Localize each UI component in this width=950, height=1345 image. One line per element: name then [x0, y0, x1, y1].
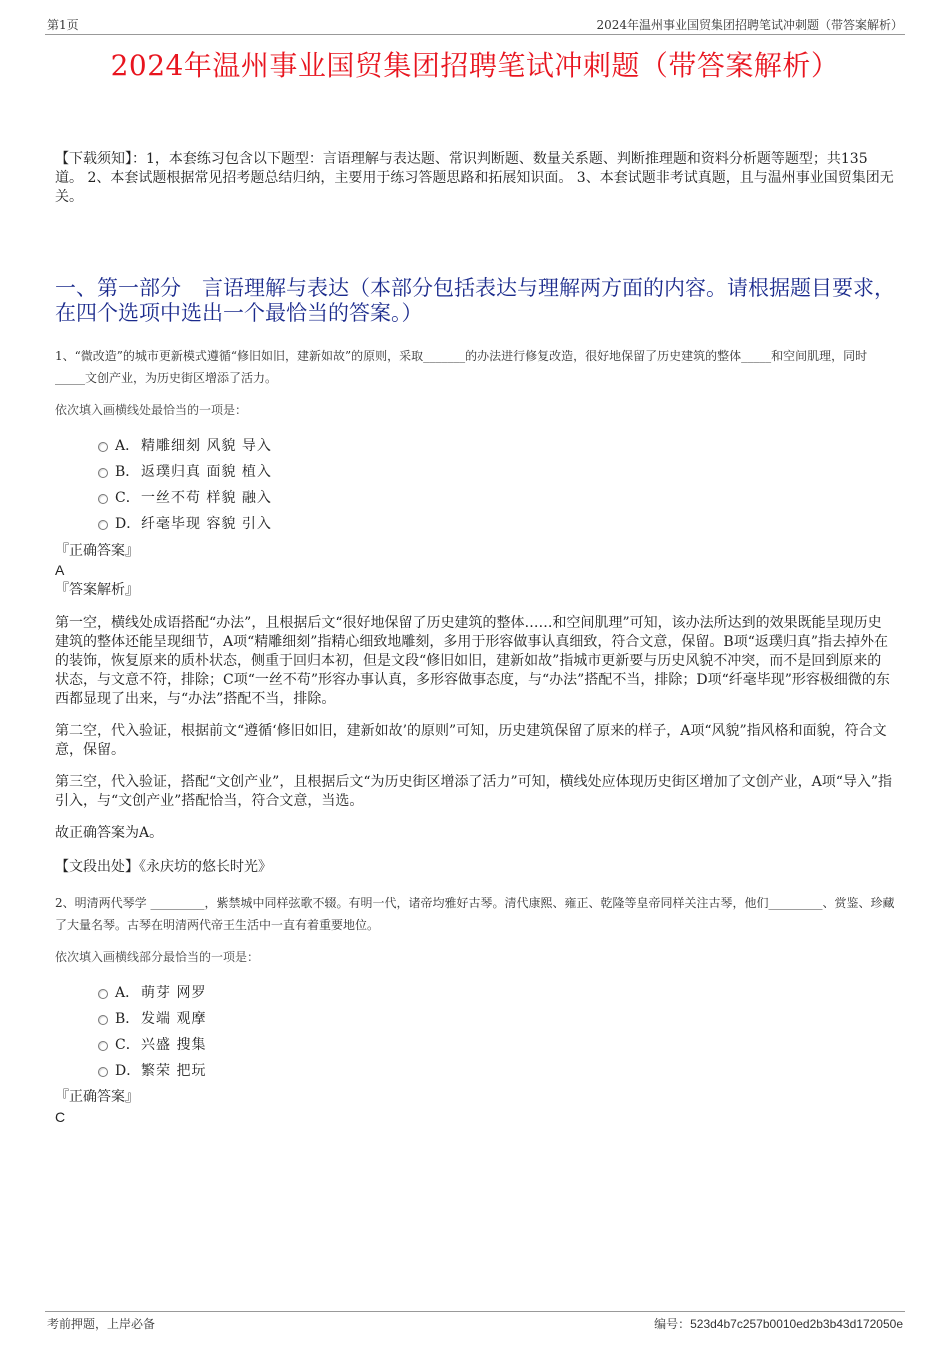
option-text: 发端 观摩 — [141, 1011, 207, 1027]
question-prompt: 依次填入画横线处最恰当的一项是： — [55, 403, 248, 417]
section-heading: 一、第一部分 言语理解与表达（本部分包括表达与理解两方面的内容。请根据题目要求，在四个选项中选出一个最恰当的答案。） — [55, 276, 895, 325]
footer-slogan: 考前押题，上岸必备 — [47, 1317, 156, 1331]
source-citation: 【文段出处】《永庆坊的悠长时光》 — [55, 859, 272, 875]
option-text: 纤毫毕现 容貌 引入 — [141, 516, 272, 532]
option-key: A． — [115, 985, 140, 1001]
document-code — [654, 1315, 903, 1332]
code-label: 编号： — [654, 1317, 691, 1331]
analysis-paragraph: 故正确答案为A。 — [55, 825, 164, 841]
header-doc-title: 2024年温州事业国贸集团招聘笔试冲刺题（带答案解析） — [596, 18, 903, 32]
option-key: D． — [115, 1063, 141, 1079]
option-c[interactable] — [55, 1032, 895, 1058]
radio-icon[interactable] — [98, 1015, 108, 1025]
option-key: B． — [115, 1011, 140, 1027]
radio-icon[interactable] — [98, 1041, 108, 1051]
option-d[interactable] — [55, 1058, 895, 1084]
option-a[interactable] — [55, 433, 895, 459]
option-b[interactable] — [55, 1006, 895, 1032]
document-title: 2024年温州事业国贸集团招聘笔试冲刺题（带答案解析） — [110, 49, 840, 82]
option-text: 一丝不苟 样貌 融入 — [141, 490, 272, 506]
option-text: 繁荣 把玩 — [141, 1063, 207, 1079]
page-number: 第1页 — [47, 18, 79, 32]
correct-answer-label: 『正确答案』 — [55, 1089, 139, 1105]
question-prompt: 依次填入画横线部分最恰当的一项是： — [55, 950, 260, 964]
option-text: 萌芽 网罗 — [141, 985, 207, 1001]
radio-icon[interactable] — [98, 442, 108, 452]
radio-icon[interactable] — [98, 494, 108, 504]
option-b[interactable] — [55, 459, 895, 485]
option-d[interactable] — [55, 511, 895, 537]
option-key: D． — [115, 516, 141, 532]
option-list — [55, 980, 895, 1084]
option-list — [55, 433, 895, 537]
radio-icon[interactable] — [98, 468, 108, 478]
page-header — [45, 14, 905, 35]
analysis-paragraph: 第二空，代入验证，根据前文“遵循‘修旧如旧，建新如故’的原则”可知，历史建筑保留了原来的样子，A项“风貌”指风格和面貌，符合文意，保留。 — [55, 723, 887, 758]
correct-answer: A — [55, 562, 65, 578]
option-key: C． — [115, 490, 140, 506]
option-key: B． — [115, 464, 140, 480]
option-a[interactable] — [55, 980, 895, 1006]
option-key: C． — [115, 1037, 140, 1053]
option-text: 兴盛 搜集 — [141, 1037, 207, 1053]
option-key: A． — [115, 438, 140, 454]
question-stem: 2、明清两代琴学 _________，紫禁城中同样弦歌不辍。有明一代，诸帝均雅好古琴。清代康熙、雍正、乾隆等皇帝同样关注古琴，他们_________、赏鉴、珍藏了大量名琴。古琴在明清两代帝王生活中一直有着重要地位。 — [55, 896, 895, 932]
analysis-paragraph: 第一空，横线处成语搭配“办法”，且根据后文“很好地保留了历史建筑的整体……和空间肌理”可知，该办法所达到的效果既能呈现历史建筑的整体还能呈现细节，A项“精雕细刻”指精心细致地雕刻，多用于形容做事认真细致，符合文意，保留。B项“返璞归真”指去掉外在的装饰，恢复原来的质朴状态，侧重于回归本初，但是文段“修旧如旧，建新如故”指城市更新要与历史风貌不冲突，而不是回到原来的状态，与文意不符，排除；C项“一丝不苟”形容办事认真，多形容做事态度，与“办法”搭配不当，排除；D项“纤毫毕现”形容极细微的东西都显现了出来，与“办法”搭配不当，排除。 — [55, 615, 890, 707]
analysis-label: 『答案解析』 — [55, 582, 139, 598]
option-text: 返璞归真 面貌 植入 — [141, 464, 272, 480]
radio-icon[interactable] — [98, 1067, 108, 1077]
correct-answer-label: 『正确答案』 — [55, 543, 139, 559]
question-stem: 1、“微改造”的城市更新模式遵循“修旧如旧，建新如故”的原则，采取_______的办法进行修复改造，很好地保留了历史建筑的整体_____和空间肌理，同时_____文创产业，为历史街区增添了活力。 — [55, 349, 868, 385]
download-notice: 【下载须知】：1，本套练习包含以下题型：言语理解与表达题、常识判断题、数量关系题、判断推理题和资料分析题等题型；共135道。 2、本套试题根据常见招考题总结归纳，主要用于练习答题思路和拓展知识面。 3、本套试题非考试真题，且与温州事业国贸集团无关。 — [55, 151, 894, 205]
option-text: 精雕细刻 风貌 导入 — [141, 438, 272, 454]
radio-icon[interactable] — [98, 520, 108, 530]
correct-answer: C — [55, 1109, 66, 1125]
code-value: 523d4b7c257b0010ed2b3b43d172050e — [690, 1317, 903, 1331]
option-c[interactable] — [55, 485, 895, 511]
radio-icon[interactable] — [98, 989, 108, 999]
page-footer — [45, 1311, 905, 1332]
analysis-paragraph: 第三空，代入验证，搭配“文创产业”，且根据后文“为历史街区增添了活力”可知，横线处应体现历史街区增加了文创产业，A项“导入”指引入，与“文创产业”搭配恰当，符合文意，当选。 — [55, 774, 893, 809]
